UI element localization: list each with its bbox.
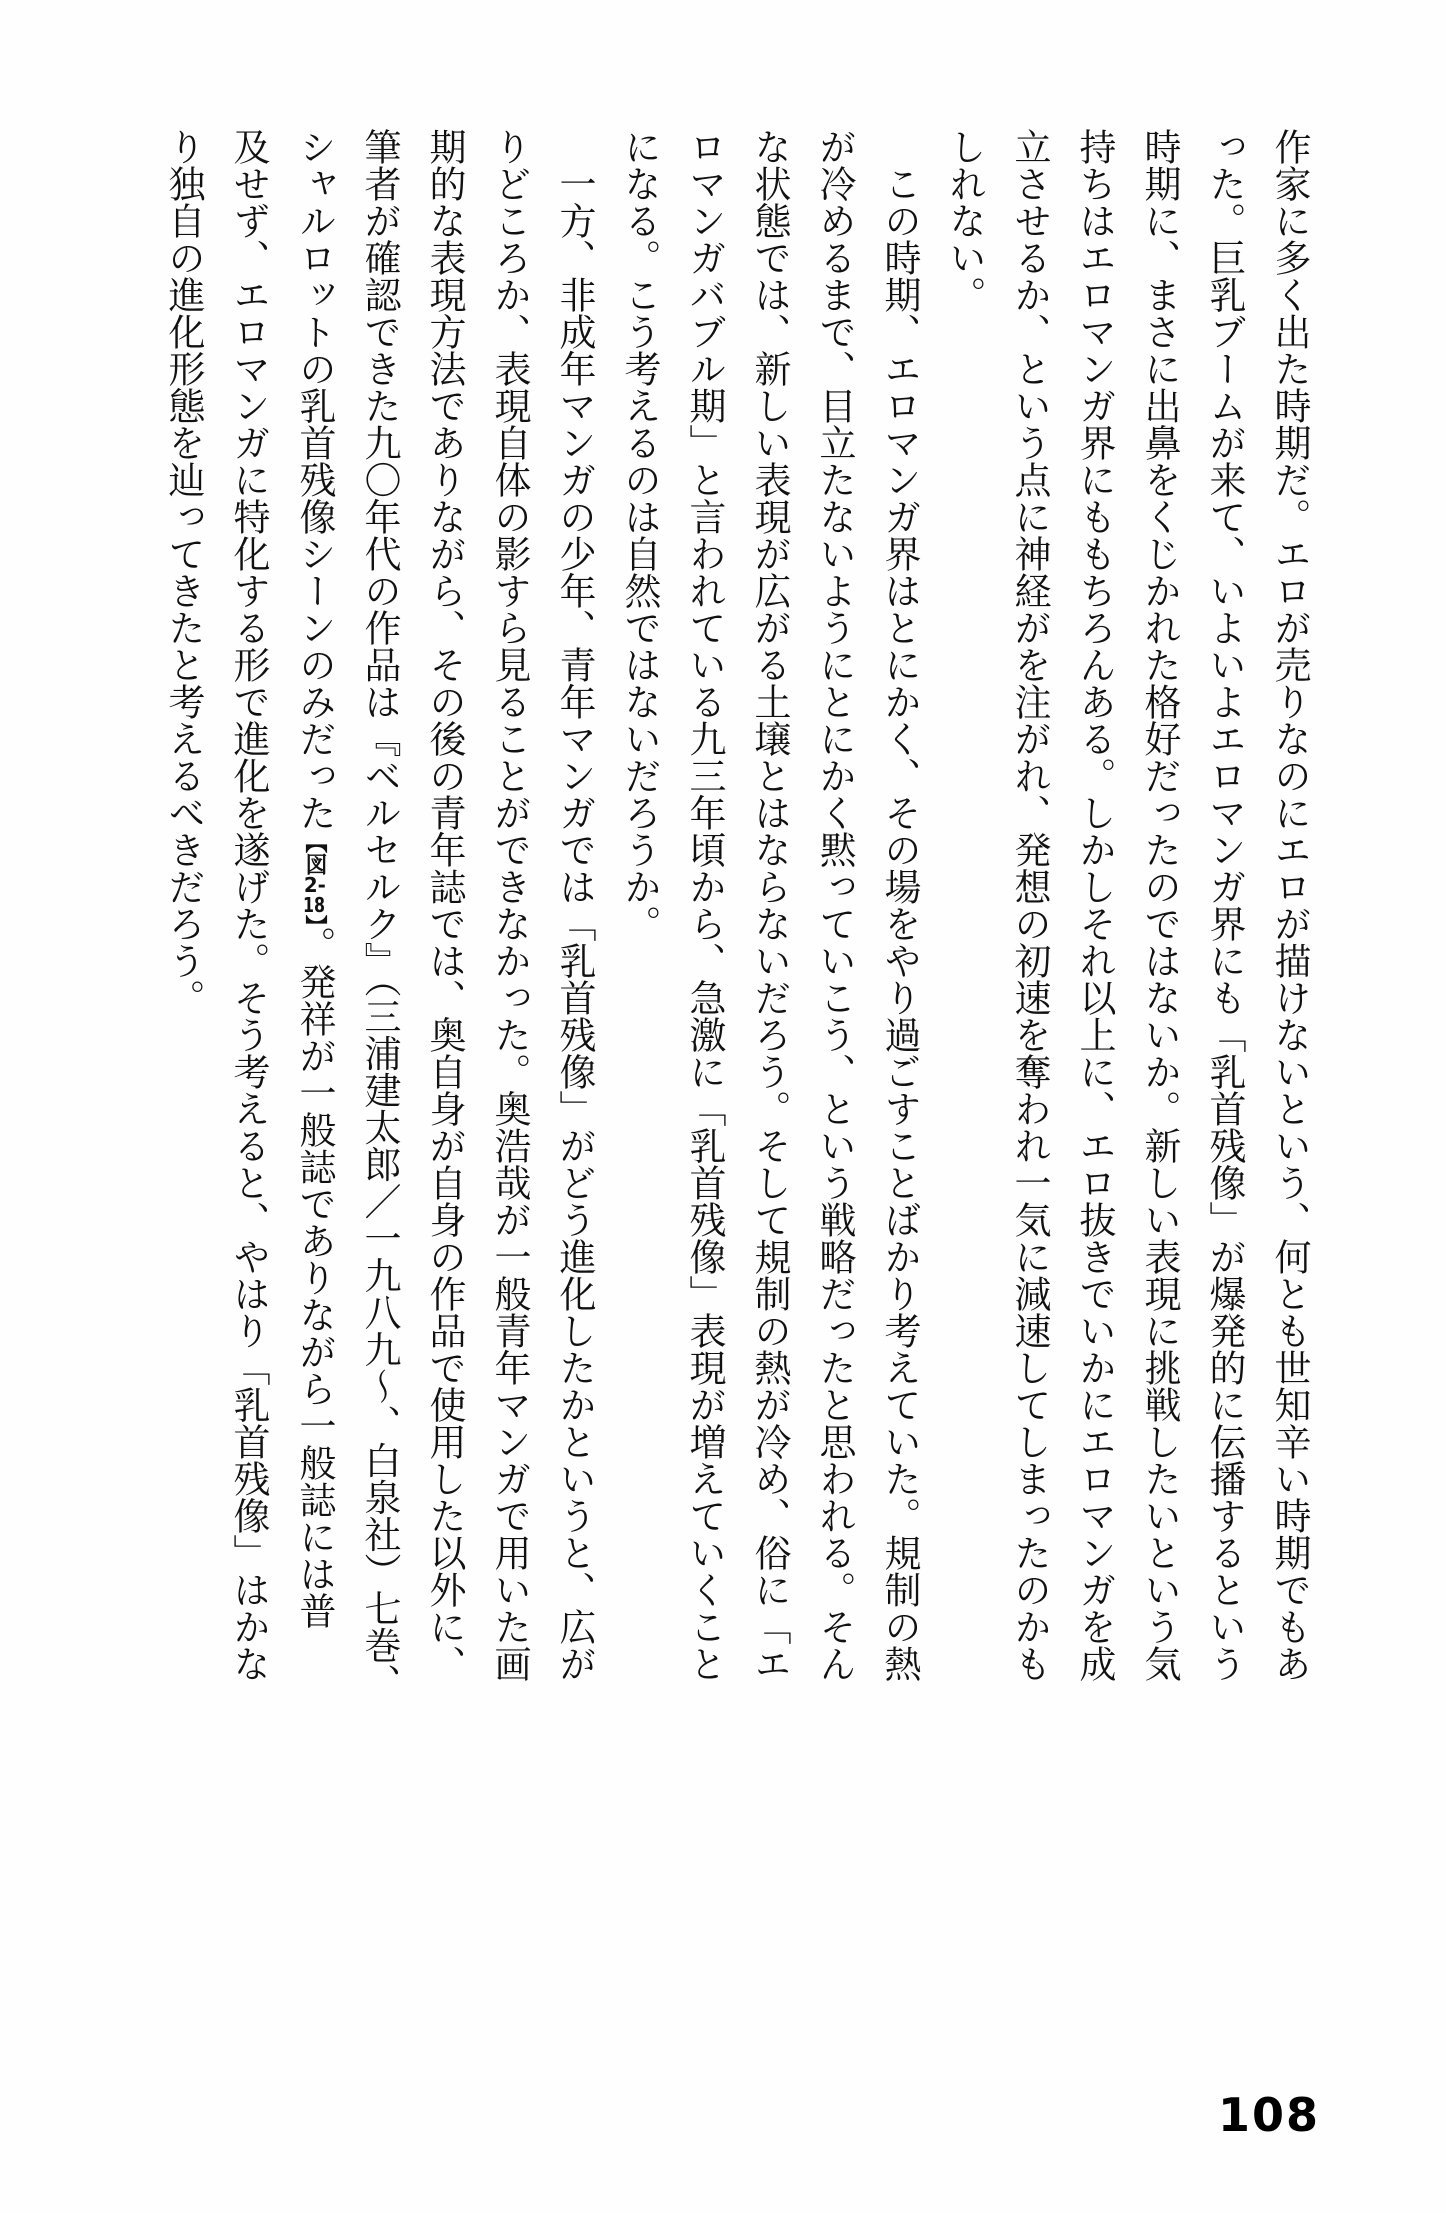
text-column-12: 一方、非成年マンガの少年、青年マンガでは「乳首残像」がどう進化したかというと、広が (553, 128, 596, 1682)
text-column-13: りどころか、表現自体の影すら見ることができなかった。奥浩哉が一般青年マンガで用いた画 (488, 128, 531, 1682)
text-column-11: になる。こう考えるのは自然ではないだろうか。 (618, 128, 661, 942)
text-column-3: 時期に、まさに出鼻をくじかれた格好だったのではないか。新しい表現に挑戦したいという気 (1138, 128, 1181, 1682)
text-column-18: り独自の進化形態を辿ってきたと考えるべきだろう。 (162, 128, 205, 1016)
text-column-7: この時期、エロマンガ界はとにかく、その場をやり過ごすことばかり考えていた。規制の熱 (878, 128, 921, 1682)
text-column-14: 期的な表現方法でありながら、その後の青年誌では、奥自身が自身の作品で使用した以外に、 (423, 128, 466, 1682)
figure-reference-number: 2- (303, 875, 326, 895)
figure-reference: 【図2-18】 (302, 831, 327, 926)
text-column-9: な状態では、新しい表現が広がる土壌とはならないだろう。そして規制の熱が冷め、俗に「エ (748, 128, 791, 1682)
text-column-10: ロマンガバブル期」と言われている九三年頃から、急激に「乳首残像」表現が増えていくこと (683, 128, 726, 1682)
figure-reference-number: 18 (303, 895, 325, 915)
text-column-15: 筆者が確認できた九〇年代の作品は『ベルセルク』（三浦建太郎／一九八九〜、白泉社）七巻、 (358, 128, 401, 1701)
page-number: 108 (1218, 2088, 1321, 2142)
text-columns (151, 128, 1322, 1778)
text-column-2: った。巨乳ブームが来て、いよいよエロマンガ界にも「乳首残像」が爆発的に伝播するという (1203, 128, 1246, 1682)
text-column-8: が冷めるまで、目立たないようにとにかく黙っていこう、という戦略だったと思われる。そん (813, 128, 856, 1682)
text-column-1: 作家に多く出た時期だ。エロが売りなのにエロが描けないという、何とも世知辛い時期でもあ (1268, 128, 1311, 1682)
text-column-5: 立させるか、という点に神経がを注がれ、発想の初速を奪われ一気に減速してしまったのかも (1008, 128, 1051, 1682)
text-column-6: しれない。 (943, 128, 986, 313)
text-column-17: 及せず、エロマンガに特化する形で進化を遂げた。そう考えると、やはり「乳首残像」はかな (227, 128, 270, 1682)
text-column-4: 持ちはエロマンガ界にももちろんある。しかしそれ以上に、エロ抜きでいかにエロマンガを成 (1073, 128, 1116, 1682)
text-column-16: シャルロットの乳首残像シーンのみだった【図2-18】。発祥が一般誌でありながら一般誌には普 (293, 128, 336, 1629)
